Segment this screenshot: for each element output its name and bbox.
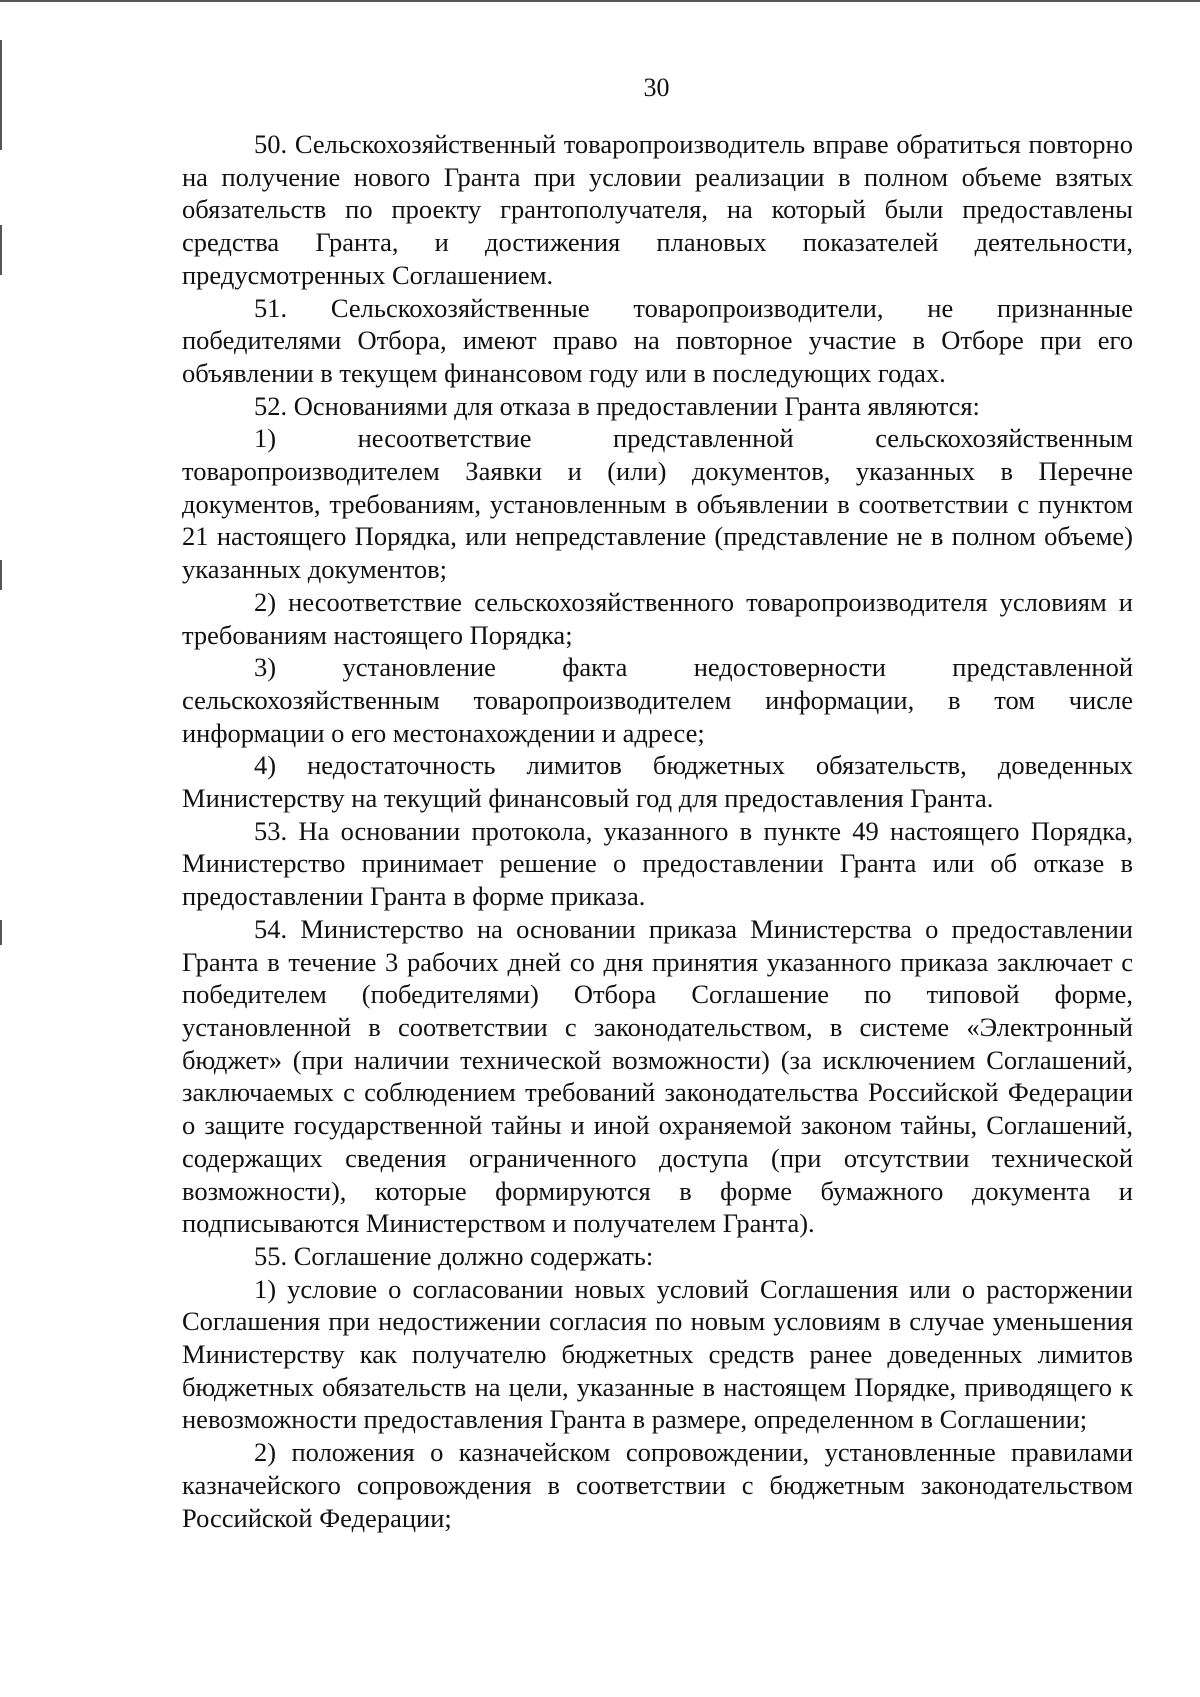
paragraph-53: 53. На основании протокола, указанного в пункте 49 настоящего Порядка, Министерство принимает решение о предоставлении Гранта или об отказе в предоставлении Гранта в форме приказа.: [182, 815, 1133, 912]
paragraph-52-item-2: 2) несоответствие сельскохозяйственного товаропроизводителя условиям и требованиям настоящего Порядка;: [182, 586, 1133, 650]
paragraph-52: 52. Основаниями для отказа в предоставлении Гранта являются:: [254, 390, 980, 421]
paragraph-54: 54. Министерство на основании приказа Министерства о предоставлении Гранта в течение 3 рабочих дней со дня принятия указанного приказа заключает с победителем (победителями) Отбора Соглашение по типовой форме, установленной в соответствии с законодательством, в системе «Электронный бюджет» (при наличии технической возможности) (за исключением Соглашений, заключаемых с соблюдением требований законодательства Российской Федерации о защите государственной тайны и иной охраняемой законом тайны, Соглашений, содержащих сведения ограниченного доступа (при отсутствии технической возможности), которые формируются в форме бумажного документа и подписываются Министерством и получателем Гранта).: [182, 913, 1133, 1239]
paragraph-55-item-1: 1) условие о согласовании новых условий Соглашения или о расторжении Соглашения при недостижении согласия по новым условиям в случае уменьшения Министерству как получателю бюджетных средств ранее доведенных лимитов бюджетных обязательств на цели, указанные в настоящем Порядке, приводящего к невозможности предоставления Гранта в размере, определенном в Соглашении;: [182, 1273, 1133, 1435]
document-body: [182, 128, 1133, 1534]
paragraph-55: 55. Соглашение должно содержать:: [254, 1240, 654, 1271]
scan-left-mark: [0, 920, 2, 945]
paragraph-55-item-2: 2) положения о казначейском сопровождении, установленные правилами казначейского сопровождения в соответствии с бюджетным законодательством Российской Федерации;: [182, 1437, 1133, 1533]
scan-edge-line: [0, 0, 1200, 2]
scan-left-mark: [0, 225, 2, 275]
paragraph-52-item-3: 3) установление факта недостоверности представленной сельскохозяйственным товаропроизводителем информации, в том числе информации о его местонахождении и адресе;: [182, 652, 1133, 748]
scan-left-mark: [0, 560, 2, 590]
paragraph-52-item-4: 4) недостаточность лимитов бюджетных обязательств, доведенных Министерству на текущий финансовый год для предоставления Гранта.: [182, 750, 1133, 814]
page-number: 30: [643, 73, 670, 102]
paragraph-51: 51. Сельскохозяйственные товаропроизводители, не признанные победителями Отбора, имеют право на повторное участие в Отборе при его объявлении в текущем финансовом году или в последующих годах.: [182, 292, 1133, 388]
paragraph-50: 50. Сельскохозяйственный товаропроизводитель вправе обратиться повторно на получение нового Гранта при условии реализации в полном объеме взятых обязательств по проекту грантополучателя, на который были предоставлены средства Гранта, и достижения плановых показателей деятельности, предусмотренных Соглашением.: [182, 129, 1133, 290]
paragraph-52-item-1: 1) несоответствие представленной сельскохозяйственным товаропроизводителем Заявки и (или) документов, указанных в Перечне документов, требованиям, установленным в объявлении в соответствии с пунктом 21 настоящего Порядка, или непредставление (представление не в полном объеме) указанных документов;: [182, 423, 1133, 585]
